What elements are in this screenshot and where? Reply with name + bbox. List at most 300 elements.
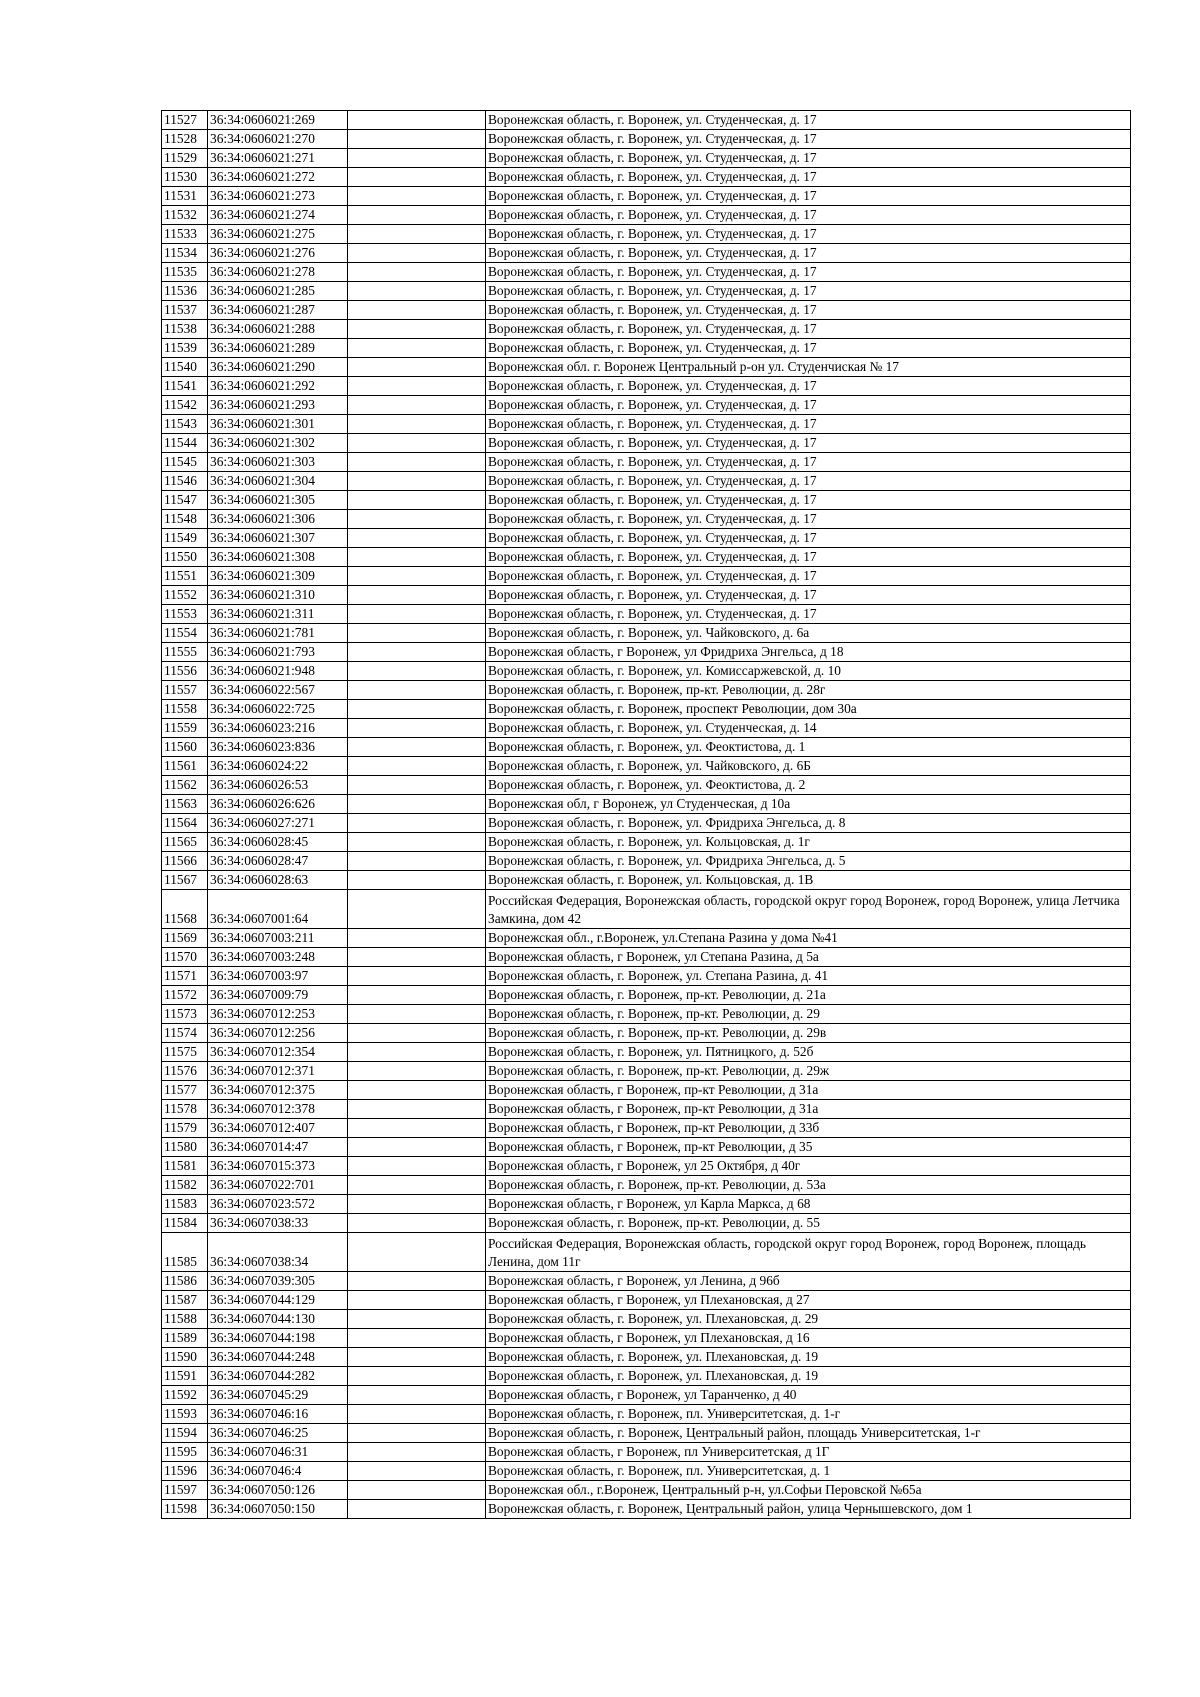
row-number-cell: 11589 xyxy=(162,1329,208,1348)
row-number-cell: 11584 xyxy=(162,1214,208,1233)
address-cell: Воронежская область, г. Воронеж, ул. Комиссаржевской, д. 10 xyxy=(486,662,1131,681)
cadastral-number-cell: 36:34:0606021:278 xyxy=(208,263,348,282)
row-number-cell: 11566 xyxy=(162,852,208,871)
cadastral-number-cell: 36:34:0607044:129 xyxy=(208,1291,348,1310)
table-row xyxy=(162,586,1131,605)
address-cell: Воронежская область, г. Воронеж, ул. Студенческая, д. 17 xyxy=(486,510,1131,529)
empty-cell xyxy=(348,643,486,662)
table-row xyxy=(162,833,1131,852)
table-row xyxy=(162,301,1131,320)
empty-cell xyxy=(348,1481,486,1500)
empty-cell xyxy=(348,225,486,244)
table-row xyxy=(162,1348,1131,1367)
cadastral-number-cell: 36:34:0607001:64 xyxy=(208,890,348,929)
table-row xyxy=(162,890,1131,929)
cadastral-number-cell: 36:34:0606021:306 xyxy=(208,510,348,529)
cadastral-number-cell: 36:34:0606021:288 xyxy=(208,320,348,339)
table-row xyxy=(162,320,1131,339)
empty-cell xyxy=(348,1500,486,1519)
cadastral-number-cell: 36:34:0606021:274 xyxy=(208,206,348,225)
empty-cell xyxy=(348,1424,486,1443)
address-cell: Воронежская область, г. Воронеж, ул. Студенческая, д. 17 xyxy=(486,548,1131,567)
address-cell: Воронежская область, г. Воронеж, ул. Студенческая, д. 14 xyxy=(486,719,1131,738)
empty-cell xyxy=(348,187,486,206)
table-row xyxy=(162,1367,1131,1386)
empty-cell xyxy=(348,1138,486,1157)
cadastral-number-cell: 36:34:0606028:63 xyxy=(208,871,348,890)
address-cell: Воронежская область, г. Воронеж, ул. Студенческая, д. 17 xyxy=(486,244,1131,263)
row-number-cell: 11553 xyxy=(162,605,208,624)
table-row xyxy=(162,453,1131,472)
row-number-cell: 11583 xyxy=(162,1195,208,1214)
empty-cell xyxy=(348,929,486,948)
empty-cell xyxy=(348,510,486,529)
address-cell: Воронежская область, г. Воронеж, ул. Студенческая, д. 17 xyxy=(486,586,1131,605)
cadastral-number-cell: 36:34:0607045:29 xyxy=(208,1386,348,1405)
table-row xyxy=(162,1443,1131,1462)
table-row xyxy=(162,529,1131,548)
empty-cell xyxy=(348,833,486,852)
table-row xyxy=(162,1405,1131,1424)
cadastral-number-cell: 36:34:0606024:22 xyxy=(208,757,348,776)
empty-cell xyxy=(348,491,486,510)
empty-cell xyxy=(348,1062,486,1081)
address-cell: Воронежская обл, г Воронеж, ул Студенческая, д 10а xyxy=(486,795,1131,814)
cadastral-number-cell: 36:34:0606021:793 xyxy=(208,643,348,662)
row-number-cell: 11557 xyxy=(162,681,208,700)
empty-cell xyxy=(348,948,486,967)
table-row xyxy=(162,567,1131,586)
cadastral-number-cell: 36:34:0606022:567 xyxy=(208,681,348,700)
address-cell: Воронежская область, г. Воронеж, проспект Революции, дом 30а xyxy=(486,700,1131,719)
address-cell: Воронежская область, г. Воронеж, Центральный район, улица Чернышевского, дом 1 xyxy=(486,1500,1131,1519)
empty-cell xyxy=(348,206,486,225)
table-row xyxy=(162,396,1131,415)
address-cell: Воронежская область, г. Воронеж, ул. Студенческая, д. 17 xyxy=(486,491,1131,510)
row-number-cell: 11529 xyxy=(162,149,208,168)
table-row xyxy=(162,1291,1131,1310)
cadastral-number-cell: 36:34:0607012:407 xyxy=(208,1119,348,1138)
empty-cell xyxy=(348,1310,486,1329)
row-number-cell: 11591 xyxy=(162,1367,208,1386)
address-cell: Воронежская область, г Воронеж, пр-кт Революции, д 31а xyxy=(486,1081,1131,1100)
address-cell: Воронежская область, г. Воронеж, ул. Студенческая, д. 17 xyxy=(486,472,1131,491)
table-row xyxy=(162,263,1131,282)
table-row xyxy=(162,282,1131,301)
cadastral-number-cell: 36:34:0606021:272 xyxy=(208,168,348,187)
empty-cell xyxy=(348,1043,486,1062)
address-cell: Воронежская обл., г.Воронеж, Центральный р-н, ул.Софьи Перовской №65а xyxy=(486,1481,1131,1500)
table-row xyxy=(162,1233,1131,1272)
table-row xyxy=(162,1214,1131,1233)
empty-cell xyxy=(348,1329,486,1348)
address-cell: Российская Федерация, Воронежская область, городской округ город Воронеж, город Воронеж, улица Летчика Замкина, дом 42 xyxy=(486,890,1131,929)
address-cell: Воронежская область, г. Воронеж, ул. Студенческая, д. 17 xyxy=(486,377,1131,396)
table-row xyxy=(162,1176,1131,1195)
cadastral-number-cell: 36:34:0607050:150 xyxy=(208,1500,348,1519)
empty-cell xyxy=(348,662,486,681)
empty-cell xyxy=(348,1233,486,1272)
empty-cell xyxy=(348,1443,486,1462)
row-number-cell: 11560 xyxy=(162,738,208,757)
row-number-cell: 11548 xyxy=(162,510,208,529)
cadastral-number-cell: 36:34:0606021:310 xyxy=(208,586,348,605)
address-cell: Воронежская область, г. Воронеж, ул. Студенческая, д. 17 xyxy=(486,206,1131,225)
address-cell: Воронежская область, г. Воронеж, ул. Кольцовская, д. 1г xyxy=(486,833,1131,852)
row-number-cell: 11578 xyxy=(162,1100,208,1119)
cadastral-number-cell: 36:34:0606028:47 xyxy=(208,852,348,871)
address-cell: Воронежская область, г. Воронеж, Центральный район, площадь Университетская, 1-г xyxy=(486,1424,1131,1443)
address-cell: Воронежская область, г. Воронеж, ул. Студенческая, д. 17 xyxy=(486,225,1131,244)
cadastral-number-cell: 36:34:0606023:836 xyxy=(208,738,348,757)
table-row xyxy=(162,795,1131,814)
table-row xyxy=(162,643,1131,662)
table-row xyxy=(162,1119,1131,1138)
table-row xyxy=(162,111,1131,130)
table-row xyxy=(162,1024,1131,1043)
cadastral-number-cell: 36:34:0606021:287 xyxy=(208,301,348,320)
address-cell: Воронежская область, г. Воронеж, ул. Чайковского, д. 6а xyxy=(486,624,1131,643)
empty-cell xyxy=(348,1462,486,1481)
row-number-cell: 11549 xyxy=(162,529,208,548)
cadastral-number-cell: 36:34:0606021:269 xyxy=(208,111,348,130)
row-number-cell: 11556 xyxy=(162,662,208,681)
empty-cell xyxy=(348,871,486,890)
empty-cell xyxy=(348,586,486,605)
empty-cell xyxy=(348,1291,486,1310)
cadastral-number-cell: 36:34:0607003:211 xyxy=(208,929,348,948)
row-number-cell: 11569 xyxy=(162,929,208,948)
row-number-cell: 11563 xyxy=(162,795,208,814)
cadastral-number-cell: 36:34:0607038:33 xyxy=(208,1214,348,1233)
address-cell: Воронежская область, г. Воронеж, ул. Студенческая, д. 17 xyxy=(486,301,1131,320)
row-number-cell: 11586 xyxy=(162,1272,208,1291)
table-row xyxy=(162,700,1131,719)
cadastral-number-cell: 36:34:0607046:31 xyxy=(208,1443,348,1462)
address-cell: Воронежская обл. г. Воронеж Центральный р-он ул. Студенчиская № 17 xyxy=(486,358,1131,377)
table-row xyxy=(162,1100,1131,1119)
cadastral-number-cell: 36:34:0606021:276 xyxy=(208,244,348,263)
cadastral-number-cell: 36:34:0606021:290 xyxy=(208,358,348,377)
table-row xyxy=(162,1481,1131,1500)
empty-cell xyxy=(348,434,486,453)
table-row xyxy=(162,948,1131,967)
address-cell: Воронежская область, г Воронеж, ул 25 Октября, д 40г xyxy=(486,1157,1131,1176)
cadastral-number-cell: 36:34:0607009:79 xyxy=(208,986,348,1005)
cadastral-number-cell: 36:34:0607003:248 xyxy=(208,948,348,967)
empty-cell xyxy=(348,548,486,567)
address-cell: Воронежская область, г. Воронеж, пр-кт. Революции, д. 21а xyxy=(486,986,1131,1005)
table-row xyxy=(162,149,1131,168)
empty-cell xyxy=(348,358,486,377)
address-cell: Воронежская область, г. Воронеж, ул. Плехановская, д. 29 xyxy=(486,1310,1131,1329)
address-cell: Воронежская область, г. Воронеж, пр-кт. Революции, д. 29в xyxy=(486,1024,1131,1043)
table-row xyxy=(162,1195,1131,1214)
cadastral-number-cell: 36:34:0606021:303 xyxy=(208,453,348,472)
empty-cell xyxy=(348,1119,486,1138)
table-row xyxy=(162,548,1131,567)
empty-cell xyxy=(348,776,486,795)
empty-cell xyxy=(348,1081,486,1100)
row-number-cell: 11575 xyxy=(162,1043,208,1062)
cadastral-number-cell: 36:34:0607023:572 xyxy=(208,1195,348,1214)
cadastral-number-cell: 36:34:0607012:375 xyxy=(208,1081,348,1100)
row-number-cell: 11535 xyxy=(162,263,208,282)
table-row xyxy=(162,130,1131,149)
row-number-cell: 11544 xyxy=(162,434,208,453)
address-cell: Воронежская область, г Воронеж, ул Таранченко, д 40 xyxy=(486,1386,1131,1405)
row-number-cell: 11530 xyxy=(162,168,208,187)
row-number-cell: 11541 xyxy=(162,377,208,396)
empty-cell xyxy=(348,681,486,700)
row-number-cell: 11540 xyxy=(162,358,208,377)
table-row xyxy=(162,1157,1131,1176)
empty-cell xyxy=(348,320,486,339)
cadastral-number-cell: 36:34:0607012:253 xyxy=(208,1005,348,1024)
empty-cell xyxy=(348,795,486,814)
table-row xyxy=(162,1081,1131,1100)
table-row xyxy=(162,491,1131,510)
table-row xyxy=(162,1462,1131,1481)
cadastral-number-cell: 36:34:0607022:701 xyxy=(208,1176,348,1195)
cadastral-number-cell: 36:34:0606021:307 xyxy=(208,529,348,548)
row-number-cell: 11598 xyxy=(162,1500,208,1519)
table-row xyxy=(162,510,1131,529)
table-row xyxy=(162,662,1131,681)
table-row xyxy=(162,852,1131,871)
address-cell: Воронежская область, г. Воронеж, ул. Студенческая, д. 17 xyxy=(486,320,1131,339)
empty-cell xyxy=(348,263,486,282)
table-row xyxy=(162,187,1131,206)
row-number-cell: 11550 xyxy=(162,548,208,567)
row-number-cell: 11572 xyxy=(162,986,208,1005)
row-number-cell: 11552 xyxy=(162,586,208,605)
table-row xyxy=(162,719,1131,738)
address-cell: Воронежская область, г Воронеж, пр-кт Революции, д 33б xyxy=(486,1119,1131,1138)
row-number-cell: 11596 xyxy=(162,1462,208,1481)
table-row xyxy=(162,225,1131,244)
empty-cell xyxy=(348,605,486,624)
empty-cell xyxy=(348,852,486,871)
row-number-cell: 11571 xyxy=(162,967,208,986)
cadastral-number-cell: 36:34:0606021:305 xyxy=(208,491,348,510)
cadastral-number-cell: 36:34:0606021:311 xyxy=(208,605,348,624)
cadastral-number-cell: 36:34:0606021:309 xyxy=(208,567,348,586)
cadastral-number-cell: 36:34:0607012:371 xyxy=(208,1062,348,1081)
address-cell: Воронежская область, г. Воронеж, ул. Студенческая, д. 17 xyxy=(486,339,1131,358)
row-number-cell: 11536 xyxy=(162,282,208,301)
cadastral-number-cell: 36:34:0606021:308 xyxy=(208,548,348,567)
row-number-cell: 11581 xyxy=(162,1157,208,1176)
cadastral-number-cell: 36:34:0607012:354 xyxy=(208,1043,348,1062)
empty-cell xyxy=(348,377,486,396)
empty-cell xyxy=(348,890,486,929)
empty-cell xyxy=(348,1348,486,1367)
address-cell: Воронежская область, г. Воронеж, ул. Студенческая, д. 17 xyxy=(486,282,1131,301)
row-number-cell: 11546 xyxy=(162,472,208,491)
cadastral-number-cell: 36:34:0606021:293 xyxy=(208,396,348,415)
cadastral-number-cell: 36:34:0606021:289 xyxy=(208,339,348,358)
table-row xyxy=(162,206,1131,225)
row-number-cell: 11537 xyxy=(162,301,208,320)
cadastral-number-cell: 36:34:0606021:275 xyxy=(208,225,348,244)
address-cell: Воронежская область, г. Воронеж, пл. Университетская, д. 1-г xyxy=(486,1405,1131,1424)
table-row xyxy=(162,1272,1131,1291)
cadastral-number-cell: 36:34:0606026:626 xyxy=(208,795,348,814)
empty-cell xyxy=(348,1005,486,1024)
row-number-cell: 11532 xyxy=(162,206,208,225)
address-cell: Воронежская область, г. Воронеж, ул. Феоктистова, д. 2 xyxy=(486,776,1131,795)
cadastral-number-cell: 36:34:0607046:4 xyxy=(208,1462,348,1481)
address-cell: Воронежская область, г. Воронеж, ул. Студенческая, д. 17 xyxy=(486,453,1131,472)
row-number-cell: 11587 xyxy=(162,1291,208,1310)
empty-cell xyxy=(348,700,486,719)
cadastral-number-cell: 36:34:0606021:301 xyxy=(208,415,348,434)
cadastral-number-cell: 36:34:0607039:305 xyxy=(208,1272,348,1291)
cadastral-number-cell: 36:34:0607038:34 xyxy=(208,1233,348,1272)
row-number-cell: 11582 xyxy=(162,1176,208,1195)
address-cell: Воронежская область, г. Воронеж, ул. Студенческая, д. 17 xyxy=(486,434,1131,453)
row-number-cell: 11561 xyxy=(162,757,208,776)
address-cell: Воронежская область, г. Воронеж, пр-кт. Революции, д. 29 xyxy=(486,1005,1131,1024)
row-number-cell: 11562 xyxy=(162,776,208,795)
table-row xyxy=(162,814,1131,833)
row-number-cell: 11531 xyxy=(162,187,208,206)
cadastral-number-cell: 36:34:0606027:271 xyxy=(208,814,348,833)
row-number-cell: 11580 xyxy=(162,1138,208,1157)
row-number-cell: 11545 xyxy=(162,453,208,472)
cadastral-number-cell: 36:34:0606028:45 xyxy=(208,833,348,852)
empty-cell xyxy=(348,1100,486,1119)
address-cell: Воронежская область, г Воронеж, ул Степана Разина, д 5а xyxy=(486,948,1131,967)
row-number-cell: 11573 xyxy=(162,1005,208,1024)
row-number-cell: 11577 xyxy=(162,1081,208,1100)
row-number-cell: 11597 xyxy=(162,1481,208,1500)
address-cell: Воронежская область, г. Воронеж, ул. Студенческая, д. 17 xyxy=(486,187,1131,206)
address-cell: Воронежская область, г. Воронеж, пл. Университетская, д. 1 xyxy=(486,1462,1131,1481)
empty-cell xyxy=(348,814,486,833)
address-cell: Воронежская область, г. Воронеж, ул. Студенческая, д. 17 xyxy=(486,529,1131,548)
table-row xyxy=(162,434,1131,453)
empty-cell xyxy=(348,1367,486,1386)
table-row xyxy=(162,377,1131,396)
empty-cell xyxy=(348,757,486,776)
table-row xyxy=(162,738,1131,757)
table-row xyxy=(162,871,1131,890)
empty-cell xyxy=(348,130,486,149)
table-row xyxy=(162,168,1131,187)
row-number-cell: 11539 xyxy=(162,339,208,358)
row-number-cell: 11564 xyxy=(162,814,208,833)
empty-cell xyxy=(348,111,486,130)
address-cell: Воронежская область, г. Воронеж, ул. Фридриха Энгельса, д. 5 xyxy=(486,852,1131,871)
cadastral-number-cell: 36:34:0607012:256 xyxy=(208,1024,348,1043)
address-cell: Воронежская область, г. Воронеж, ул. Фридриха Энгельса, д. 8 xyxy=(486,814,1131,833)
cadastral-number-cell: 36:34:0607050:126 xyxy=(208,1481,348,1500)
row-number-cell: 11543 xyxy=(162,415,208,434)
row-number-cell: 11590 xyxy=(162,1348,208,1367)
address-cell: Воронежская область, г. Воронеж, ул. Студенческая, д. 17 xyxy=(486,130,1131,149)
address-cell: Воронежская область, г. Воронеж, ул. Чайковского, д. 6Б xyxy=(486,757,1131,776)
row-number-cell: 11547 xyxy=(162,491,208,510)
table-row xyxy=(162,244,1131,263)
cadastral-number-cell: 36:34:0607044:282 xyxy=(208,1367,348,1386)
address-cell: Воронежская область, г. Воронеж, ул. Плехановская, д. 19 xyxy=(486,1348,1131,1367)
row-number-cell: 11579 xyxy=(162,1119,208,1138)
table-row xyxy=(162,681,1131,700)
empty-cell xyxy=(348,529,486,548)
empty-cell xyxy=(348,244,486,263)
empty-cell xyxy=(348,1214,486,1233)
row-number-cell: 11585 xyxy=(162,1233,208,1272)
empty-cell xyxy=(348,282,486,301)
row-number-cell: 11565 xyxy=(162,833,208,852)
empty-cell xyxy=(348,339,486,358)
empty-cell xyxy=(348,1157,486,1176)
cadastral-number-cell: 36:34:0606021:273 xyxy=(208,187,348,206)
address-cell: Воронежская область, г Воронеж, пр-кт Революции, д 31а xyxy=(486,1100,1131,1119)
empty-cell xyxy=(348,1176,486,1195)
cadastral-number-cell: 36:34:0606026:53 xyxy=(208,776,348,795)
address-cell: Воронежская область, г Воронеж, пр-кт Революции, д 35 xyxy=(486,1138,1131,1157)
address-cell: Воронежская область, г Воронеж, ул Ленина, д 96б xyxy=(486,1272,1131,1291)
address-cell: Воронежская область, г. Воронеж, ул. Студенческая, д. 17 xyxy=(486,605,1131,624)
table-row xyxy=(162,1062,1131,1081)
empty-cell xyxy=(348,719,486,738)
table-row xyxy=(162,605,1131,624)
empty-cell xyxy=(348,453,486,472)
address-cell: Воронежская область, г. Воронеж, ул. Студенческая, д. 17 xyxy=(486,111,1131,130)
table-row xyxy=(162,624,1131,643)
address-cell: Воронежская область, г. Воронеж, ул. Студенческая, д. 17 xyxy=(486,567,1131,586)
table-row xyxy=(162,929,1131,948)
address-cell: Воронежская область, г Воронеж, ул Карла Маркса, д 68 xyxy=(486,1195,1131,1214)
cadastral-number-cell: 36:34:0607046:25 xyxy=(208,1424,348,1443)
cadastral-number-cell: 36:34:0607044:198 xyxy=(208,1329,348,1348)
empty-cell xyxy=(348,1405,486,1424)
empty-cell xyxy=(348,168,486,187)
cadastral-number-cell: 36:34:0607014:47 xyxy=(208,1138,348,1157)
empty-cell xyxy=(348,1195,486,1214)
address-cell: Воронежская область, г. Воронеж, ул. Студенческая, д. 17 xyxy=(486,149,1131,168)
row-number-cell: 11527 xyxy=(162,111,208,130)
address-cell: Воронежская область, г Воронеж, ул Плехановская, д 27 xyxy=(486,1291,1131,1310)
cadastral-number-cell: 36:34:0606021:271 xyxy=(208,149,348,168)
empty-cell xyxy=(348,1272,486,1291)
table-row xyxy=(162,1043,1131,1062)
cadastral-number-cell: 36:34:0606021:302 xyxy=(208,434,348,453)
cadastral-number-cell: 36:34:0606023:216 xyxy=(208,719,348,738)
empty-cell xyxy=(348,986,486,1005)
row-number-cell: 11538 xyxy=(162,320,208,339)
table-row xyxy=(162,757,1131,776)
cadastral-number-cell: 36:34:0606021:304 xyxy=(208,472,348,491)
empty-cell xyxy=(348,1024,486,1043)
cadastral-number-cell: 36:34:0606022:725 xyxy=(208,700,348,719)
cadastral-number-cell: 36:34:0606021:292 xyxy=(208,377,348,396)
empty-cell xyxy=(348,1386,486,1405)
empty-cell xyxy=(348,415,486,434)
row-number-cell: 11555 xyxy=(162,643,208,662)
row-number-cell: 11551 xyxy=(162,567,208,586)
table-row xyxy=(162,986,1131,1005)
cadastral-number-cell: 36:34:0607015:373 xyxy=(208,1157,348,1176)
cadastral-number-cell: 36:34:0607003:97 xyxy=(208,967,348,986)
table-row xyxy=(162,1138,1131,1157)
row-number-cell: 11554 xyxy=(162,624,208,643)
empty-cell xyxy=(348,149,486,168)
address-cell: Российская Федерация, Воронежская область, городской округ город Воронеж, город Воронеж, площадь Ленина, дом 11г xyxy=(486,1233,1131,1272)
